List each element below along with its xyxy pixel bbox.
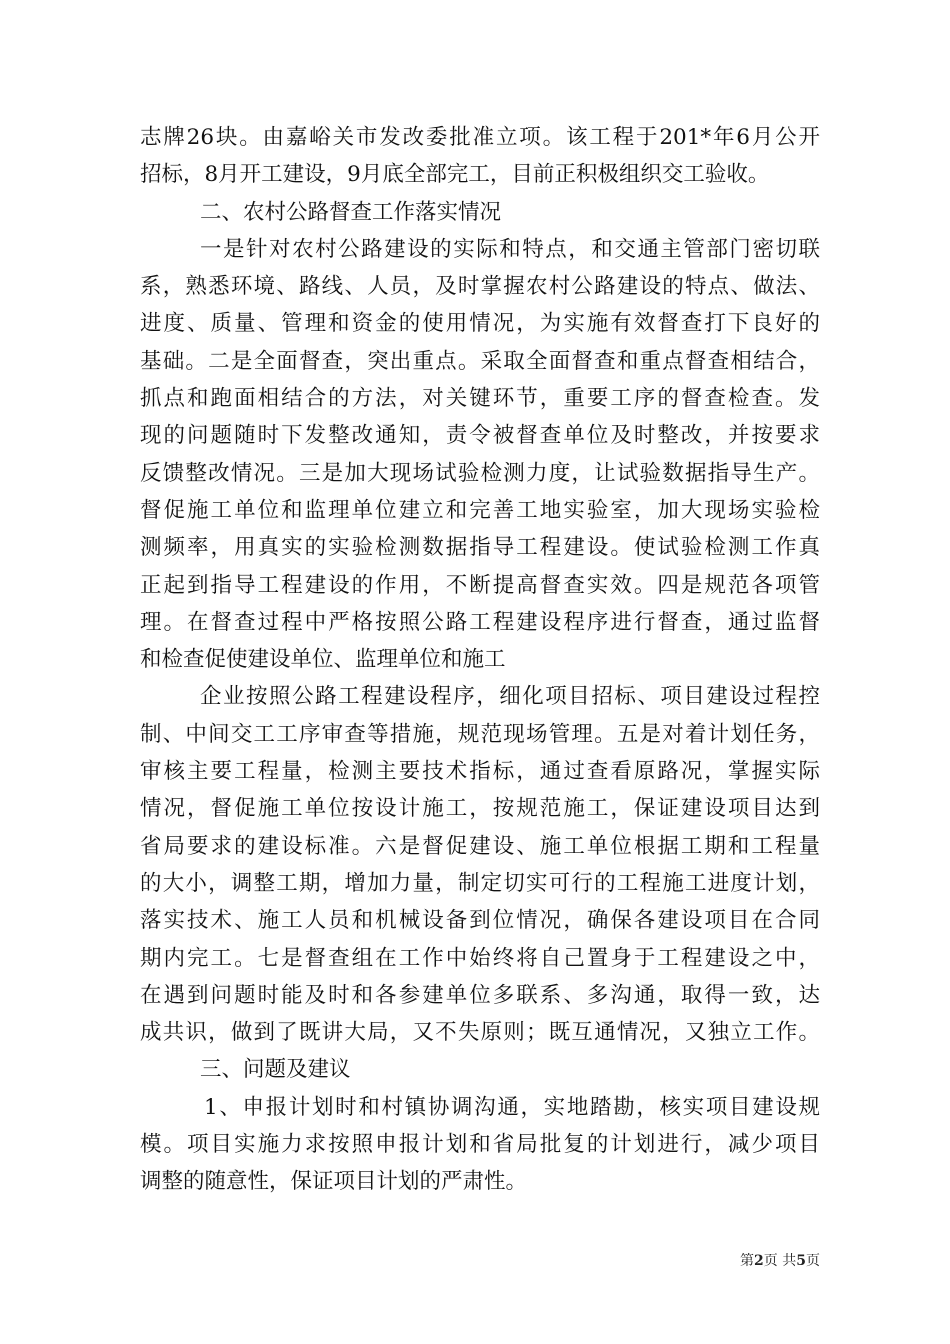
text-line: 正起到指导工程建设的作用，不断提高督查实效。四是规范各项管: [140, 572, 820, 598]
text-line: 在遇到问题时能及时和各参建单位多联系、多沟通，取得一致，达: [140, 982, 820, 1008]
text-line: 理。在督查过程中严格按照公路工程建设程序进行督查，通过监督: [140, 609, 820, 635]
text-line: 反馈整改情况。三是加大现场试验检测力度，让试验数据指导生产。: [140, 460, 820, 486]
text-line: 招标，8月开工建设，9月底全部完工，目前正积极组织交工验收。: [140, 162, 770, 188]
text-line: 模。项目实施力求按照申报计划和省局批复的计划进行，减少项目: [140, 1132, 820, 1158]
footer-prefix: 第: [740, 1253, 755, 1269]
text-line: 测频率，用真实的实验检测数据指导工程建设。使试验检测工作真: [140, 535, 820, 561]
current-page-number: 2: [754, 1253, 764, 1269]
section-heading: 二、农村公路督查工作落实情况: [200, 199, 502, 225]
text-line: 落实技术、施工人员和机械设备到位情况，确保各建设项目在合同: [140, 908, 820, 934]
text-line: 现的问题随时下发整改通知，责令被督查单位及时整改，并按要求: [140, 423, 820, 449]
text-line: 基础。二是全面督查，突出重点。采取全面督查和重点督查相结合，: [140, 348, 820, 374]
text-line: 企业按照公路工程建设程序，细化项目招标、项目建设过程控: [200, 684, 820, 710]
text-line: 期内完工。七是督查组在工作中始终将自己置身于工程建设之中，: [140, 945, 820, 971]
text-line: 调整的随意性，保证项目计划的严肃性。: [140, 1169, 528, 1195]
section-heading: 三、问题及建议: [200, 1057, 351, 1083]
text-line: 审核主要工程量，检测主要技术指标，通过查看原路况，掌握实际: [140, 759, 820, 785]
text-line: 志牌26块。由嘉峪关市发改委批准立项。该工程于201*年6月公开: [140, 125, 820, 150]
text-line: 情况，督促施工单位按设计施工，按规范施工，保证建设项目达到: [140, 796, 820, 822]
footer-suffix: 页: [806, 1253, 820, 1269]
text-line: 系，熟悉环境、路线、人员，及时掌握农村公路建设的特点、做法、: [140, 274, 820, 300]
text-line: 1、申报计划时和村镇协调沟通，实地踏勘，核实项目建设规: [204, 1094, 820, 1120]
document-body: [140, 119, 820, 1201]
text-line: 制、中间交工工序审查等措施，规范现场管理。五是对着计划任务，: [140, 721, 820, 747]
total-pages-number: 5: [796, 1253, 806, 1269]
text-line: 的大小，调整工期，增加力量，制定切实可行的工程施工进度计划，: [140, 870, 820, 896]
text-line: 和检查促使建设单位、监理单位和施工: [140, 647, 506, 673]
text-line: 一是针对农村公路建设的实际和特点，和交通主管部门密切联: [200, 236, 820, 262]
text-line: 成共识，做到了既讲大局，又不失原则；既互通情况，又独立工作。: [140, 1020, 820, 1046]
text-line: 进度、质量、管理和资金的使用情况，为实施有效督查打下良好的: [140, 311, 820, 337]
text-line: 抓点和跑面相结合的方法，对关键环节，重要工序的督查检查。发: [140, 386, 820, 412]
page-footer: [660, 1250, 820, 1270]
text-line: 督促施工单位和监理单位建立和完善工地实验室，加大现场实验检: [140, 497, 820, 523]
text-line: 省局要求的建设标准。六是督促建设、施工单位根据工期和工程量: [140, 833, 820, 859]
footer-middle: 页 共: [763, 1253, 797, 1269]
